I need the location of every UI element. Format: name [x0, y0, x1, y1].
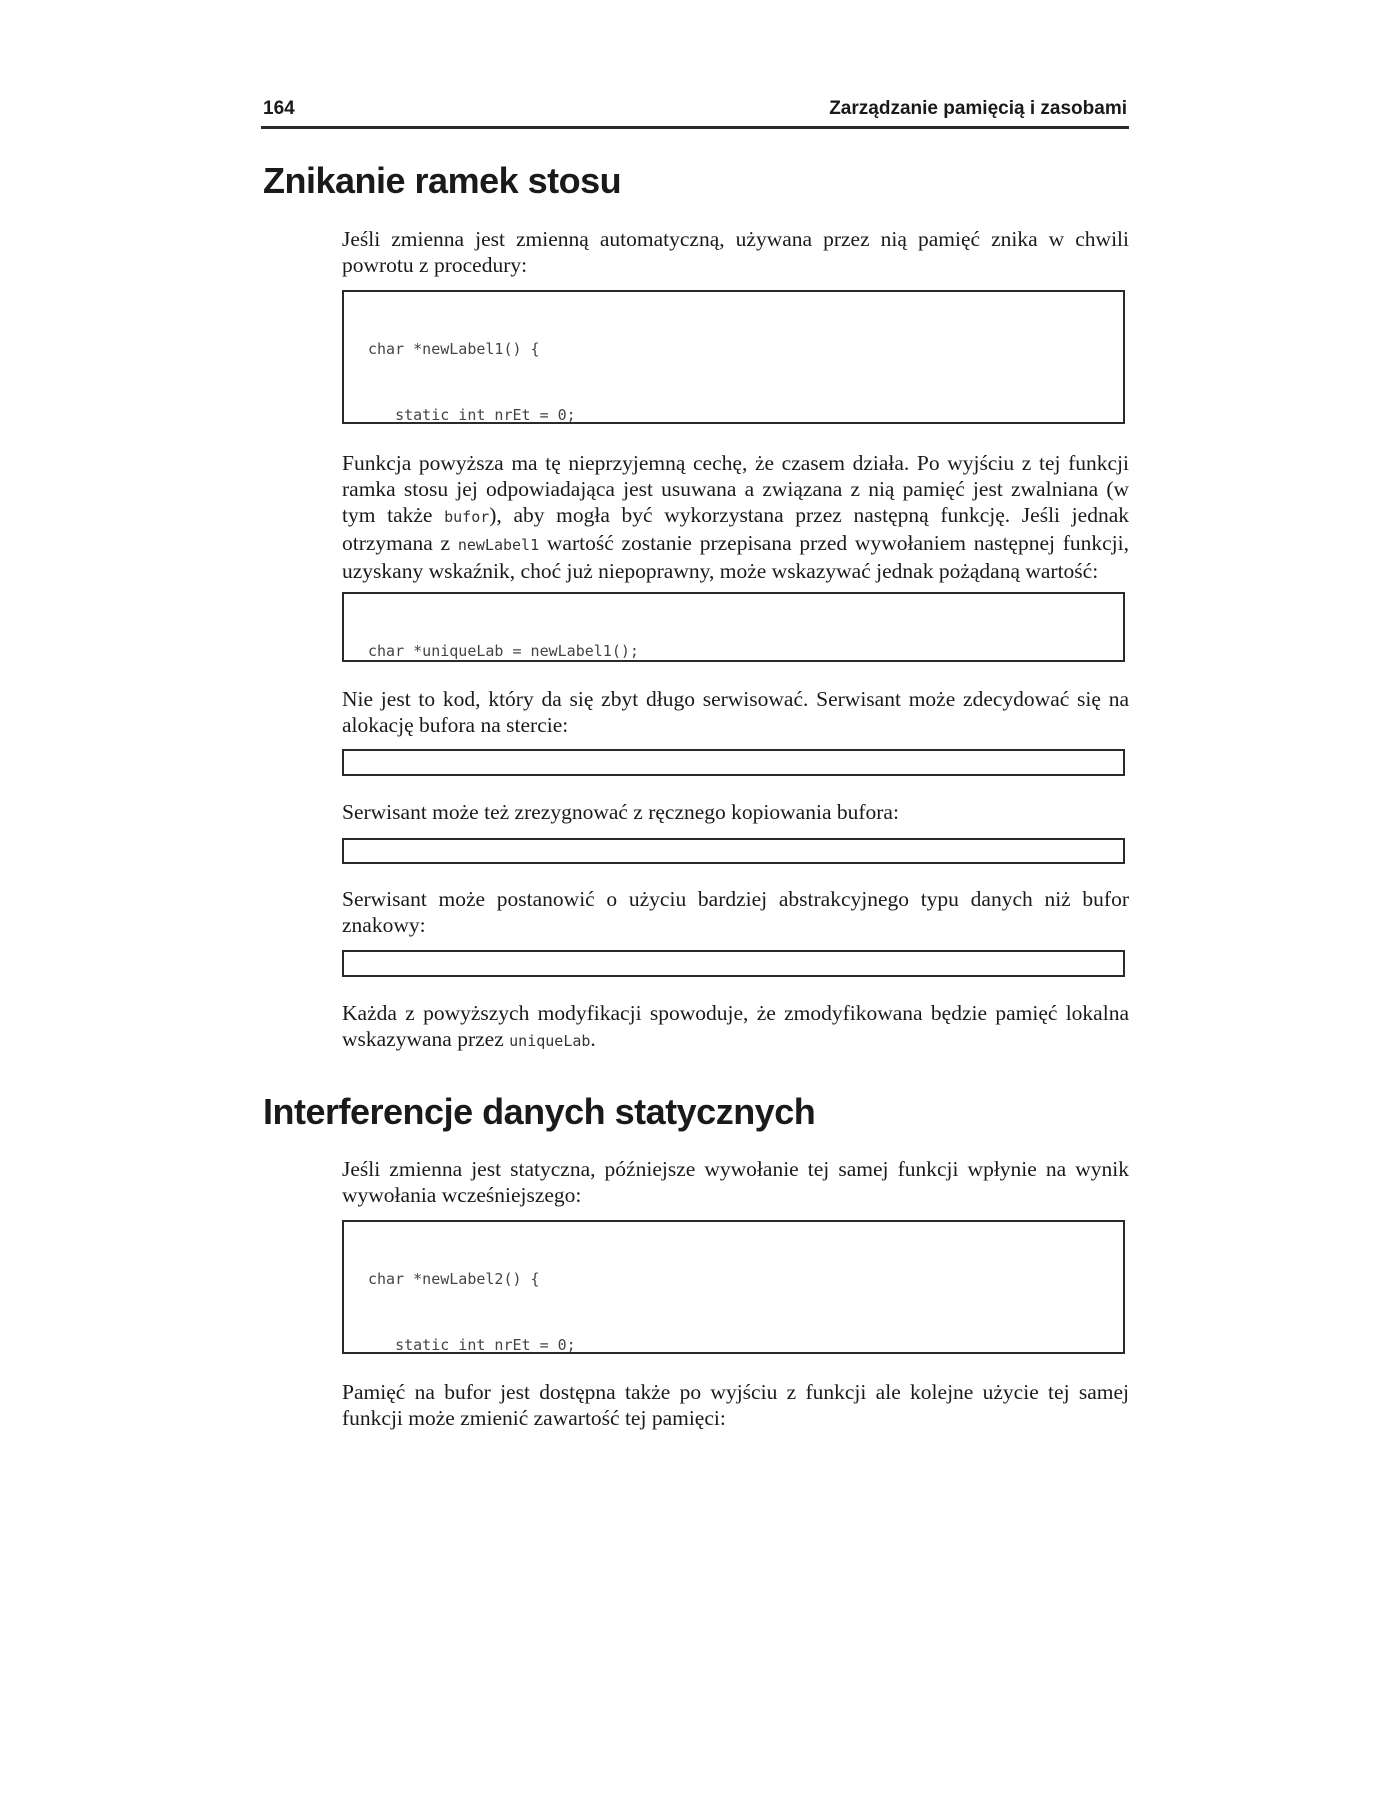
- inline-code: newLabel1: [457, 536, 540, 554]
- paragraph: Serwisant może postanowić o użyciu bardziej abstrakcyjnego typu danych niż bufor znakowy:: [342, 887, 1129, 937]
- code-block-strcpy: [342, 838, 1125, 864]
- paragraph: [342, 450, 1129, 584]
- code-line: char *newLabel2() {: [368, 1270, 540, 1288]
- text-run: Każda z powyższych modyfikacji spowoduje, że zmodyfikowana będzie pamięć lokalna wskazywana przez: [342, 1001, 1129, 1051]
- code-line: char *uniqueLab = newLabel1();: [368, 642, 639, 660]
- code-block-heap: [342, 749, 1125, 776]
- code-block-string: [342, 950, 1125, 977]
- paragraph: [342, 1000, 1129, 1054]
- paragraph: Jeśli zmienna jest statyczna, późniejsze wywołanie tej samej funkcji wpłynie na wynik wywołania wcześniejszego:: [342, 1157, 1129, 1207]
- code-line: static int nrEt = 0;: [368, 406, 576, 424]
- code-block-newlabel1: [342, 290, 1125, 424]
- inline-code: uniqueLab: [509, 1032, 591, 1050]
- code-line: static int nrEt = 0;: [368, 1336, 576, 1354]
- page-header: [261, 98, 1129, 129]
- text-run: Funkcja powyższa ma tę nieprzyjemną cechę, że czasem działa. Po wyjściu z tej funkcji ramka stosu jej odpowiadająca jest usuwana a związana z nią pamięć jest zwalniana (w tym także: [342, 451, 1129, 527]
- text-run: .: [590, 1027, 596, 1051]
- paragraph: Nie jest to kod, który da się zbyt długo serwisować. Serwisant może zdecydować się na alokację bufora na stercie:: [342, 687, 1129, 737]
- inline-code: bufor: [444, 508, 490, 526]
- paragraph: Serwisant może też zrezygnować z ręcznego kopiowania bufora:: [342, 800, 899, 824]
- code-block-newlabel2: [342, 1220, 1125, 1354]
- running-title: Zarządzanie pamięcią i zasobami: [829, 98, 1127, 119]
- text-run: wartość zostanie przepisana przed wywołaniem następnej funkcji, uzyskany wskaźnik, choć już niepoprawny, może wskazywać jednak pożądaną wartość:: [342, 531, 1130, 583]
- page-number: 164: [263, 98, 295, 119]
- paragraph: Pamięć na bufor jest dostępna także po wyjściu z funkcji ale kolejne użycie tej samej funkcji może zmienić zawartość tej pamięci:: [342, 1380, 1129, 1430]
- section-heading-2: Interferencje danych statycznych: [263, 1091, 816, 1132]
- code-block-uniquelab: [342, 592, 1125, 662]
- paragraph: Jeśli zmienna jest zmienną automatyczną, używana przez nią pamięć znika w chwili powrotu z procedury:: [342, 227, 1129, 277]
- code-line: char *newLabel1() {: [368, 340, 540, 358]
- section-heading-1: Znikanie ramek stosu: [263, 160, 622, 201]
- text-run: ), aby mogła być wykorzystana przez następną funkcję. Jeśli jednak otrzymana z: [342, 503, 1129, 555]
